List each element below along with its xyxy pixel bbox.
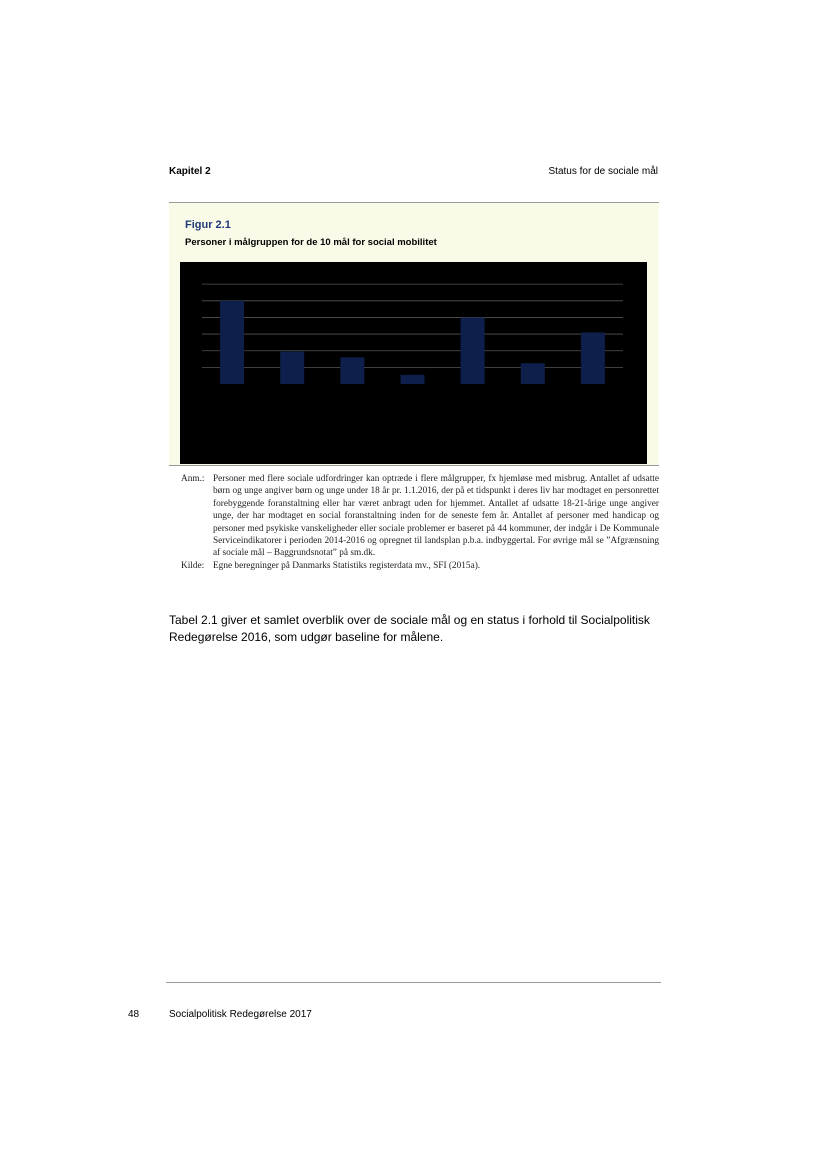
bar-7 bbox=[581, 332, 605, 384]
bar-5 bbox=[461, 317, 485, 384]
chart-area bbox=[180, 262, 647, 464]
bar-6 bbox=[521, 363, 545, 384]
note-kilde-key: Kilde: bbox=[181, 560, 205, 571]
page-number: 48 bbox=[128, 1009, 140, 1020]
bar-1 bbox=[220, 301, 244, 384]
note-kilde bbox=[181, 560, 659, 572]
footer-divider bbox=[166, 982, 661, 983]
bar-2 bbox=[280, 352, 304, 384]
figure-notes bbox=[181, 473, 659, 572]
bar-4 bbox=[401, 375, 425, 384]
bar-3 bbox=[340, 357, 364, 384]
note-anm-text: Personer med flere sociale udfordringer kan optræde i flere målgrupper, fx hjemløse med misbrug. Antallet af udsatte børn og unge angiver børn og unge under 18 år pr. 1.1.2016, der på et tidspunkt i deres liv har modtaget en personrettet forebyggende foranstaltning eller har været anbragt uden for hjemmet. Antallet af udsatte 18-21-årige unge angiver unge, der har modtaget en social foranstaltning inden for de seneste fem år. Antallet af personer med handicap og personer med psykiske vanskeligheder eller sociale problemer er baseret på 44 kommuner, der indgår i De Kommunale Serviceindikatorer i perioden 2014-2016 og opregnet til landsplan p.b.a. indbyggertal. For øvrige mål se ”Afgrænsning af sociale mål – Baggrundsnotat” på sm.dk. bbox=[213, 474, 659, 559]
note-anm-key: Anm.: bbox=[181, 474, 205, 484]
figure-box bbox=[169, 202, 659, 466]
chapter-label: Kapitel 2 bbox=[169, 166, 211, 177]
note-anm bbox=[181, 473, 659, 560]
body-paragraph: Tabel 2.1 giver et samlet overblik over de sociale mål og en status i forhold til Socialpolitisk Redegørelse 2016, som udgør baseline for målene. bbox=[169, 613, 650, 644]
figure-title: Personer i målgruppen for de 10 mål for social mobilitet bbox=[185, 237, 437, 248]
figure-label: Figur 2.1 bbox=[185, 219, 231, 231]
footer-title: Socialpolitisk Redegørelse 2017 bbox=[169, 1009, 312, 1020]
section-title: Status for de sociale mål bbox=[548, 166, 658, 177]
bar-chart bbox=[180, 262, 647, 464]
note-kilde-text: Egne beregninger på Danmarks Statistiks registerdata mv., SFI (2015a). bbox=[213, 560, 481, 571]
